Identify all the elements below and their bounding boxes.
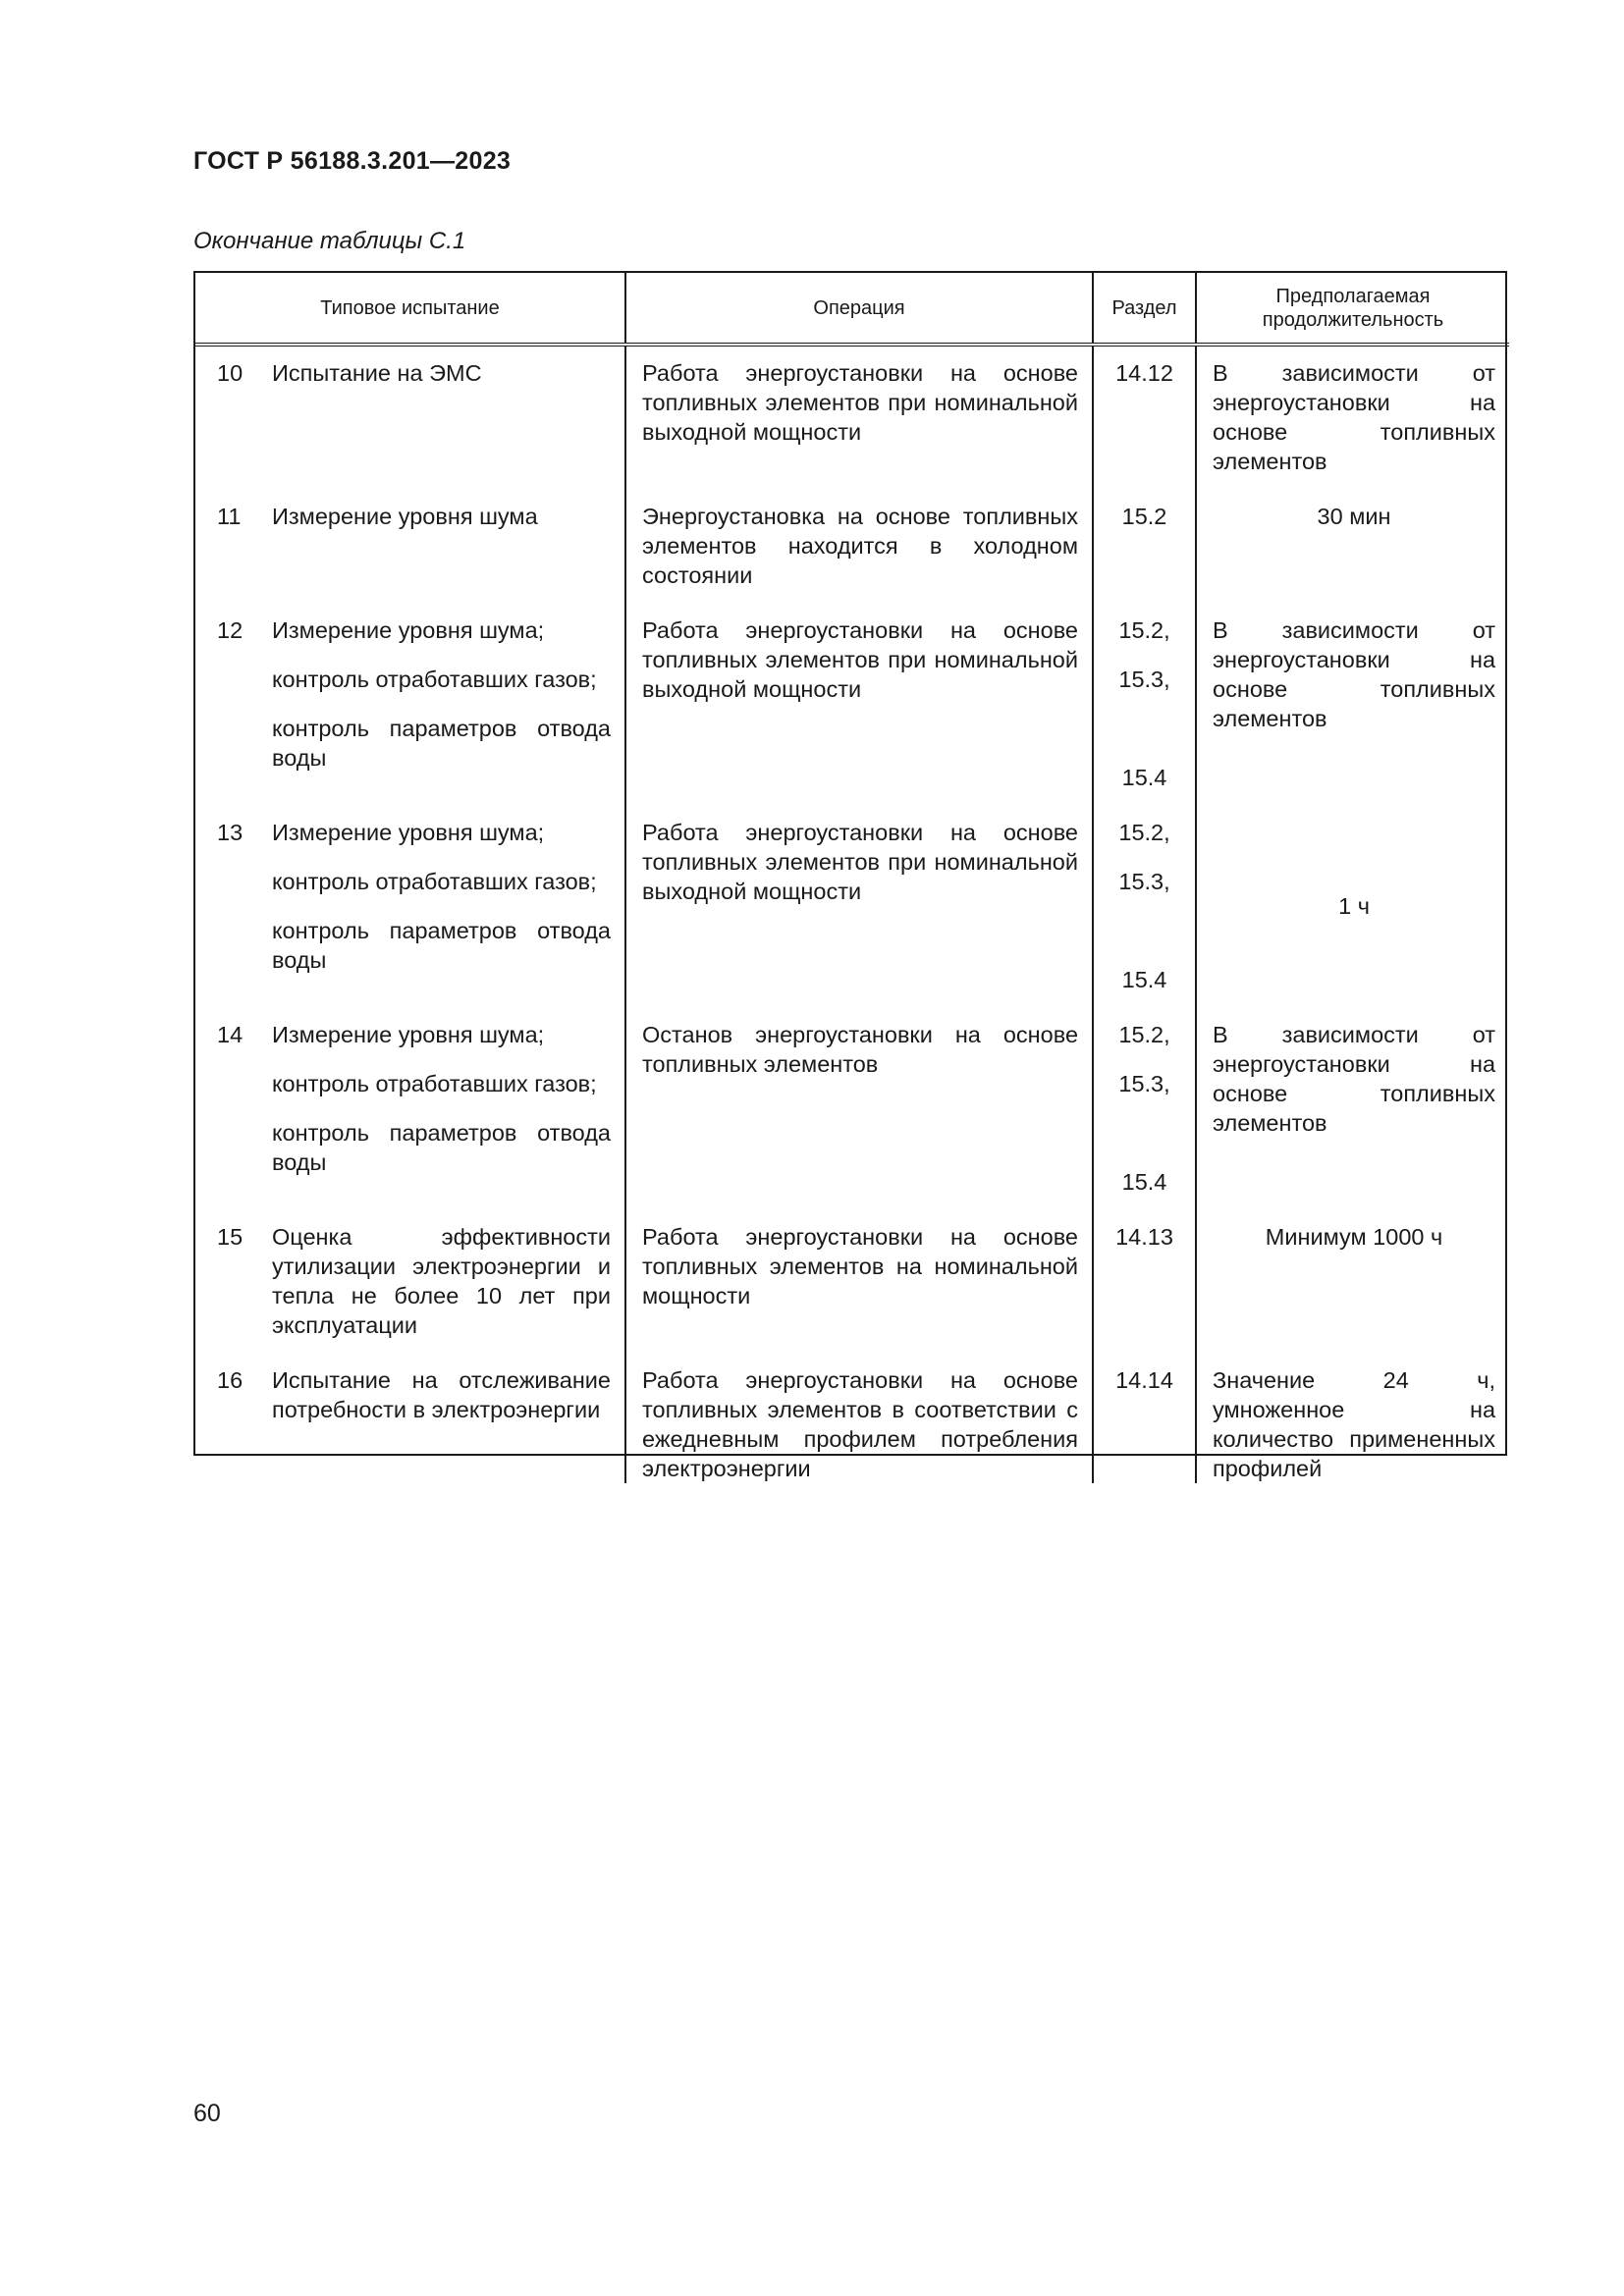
test-cell bbox=[268, 808, 625, 1010]
tests-table bbox=[193, 271, 1507, 1481]
section-cell bbox=[1093, 492, 1196, 606]
test-name: Измерение уровня шума; bbox=[272, 820, 545, 845]
col-header-duration-line1: Предполагаемая bbox=[1275, 285, 1431, 307]
table-row bbox=[195, 808, 1509, 1010]
section-cell bbox=[1093, 606, 1196, 808]
section-ref: 15.4 bbox=[1121, 967, 1167, 992]
test-name: контроль параметров отвода воды bbox=[272, 918, 612, 973]
test-cell bbox=[268, 1356, 625, 1483]
test-name: Измерение уровня шума bbox=[272, 504, 538, 529]
test-name: Измерение уровня шума; bbox=[272, 1022, 545, 1047]
test-cell bbox=[268, 345, 625, 492]
duration-cell: 30 мин bbox=[1317, 504, 1391, 529]
test-name: Измерение уровня шума; bbox=[272, 617, 545, 643]
test-cell bbox=[268, 1212, 625, 1356]
operation-cell: Энергоустановка на основе топливных элементов находится в холодном состоянии bbox=[625, 492, 1093, 606]
page-number: 60 bbox=[193, 2100, 221, 2127]
duration-cell: В зависимости от энергоустановки на основе топливных элементов bbox=[1213, 617, 1496, 731]
test-cell bbox=[268, 606, 625, 808]
section-ref: 15.4 bbox=[1121, 1169, 1167, 1195]
section-cell bbox=[1093, 1010, 1196, 1212]
operation-cell: Работа энергоустановки на основе топливных элементов при номинальной выходной мощности bbox=[625, 345, 1093, 492]
table-header-row bbox=[195, 273, 1509, 345]
duration-cell: Значение 24 ч, умноженное на количество примененных профилей bbox=[1213, 1367, 1496, 1481]
duration-cell: В зависимости от энергоустановки на основе топливных элементов bbox=[1213, 1022, 1496, 1136]
col-header-section: Раздел bbox=[1093, 273, 1196, 345]
section-cell bbox=[1093, 345, 1196, 492]
col-header-duration bbox=[1196, 273, 1509, 345]
table-row bbox=[195, 345, 1509, 492]
row-number: 12 bbox=[217, 617, 244, 643]
test-cell bbox=[268, 1010, 625, 1212]
table-row bbox=[195, 492, 1509, 606]
section-ref: 14.13 bbox=[1115, 1224, 1173, 1250]
section-ref: 15.3, bbox=[1118, 869, 1170, 894]
test-name: контроль параметров отвода воды bbox=[272, 1120, 612, 1175]
document-header: ГОСТ Р 56188.3.201—2023 bbox=[193, 147, 512, 175]
duration-cell: Минимум 1000 ч bbox=[1265, 1224, 1443, 1250]
test-name: Оценка эффективности утилизации электроэнергии и тепла не более 10 лет при эксплуатации bbox=[272, 1224, 612, 1338]
test-name: контроль отработавших газов; bbox=[272, 667, 597, 692]
section-ref: 15.3, bbox=[1118, 1071, 1170, 1096]
test-name: Испытание на отслеживание потребности в электроэнергии bbox=[272, 1367, 612, 1422]
section-ref: 14.14 bbox=[1115, 1367, 1173, 1393]
duration-cell: 1 ч bbox=[1338, 893, 1370, 919]
test-name: контроль отработавших газов; bbox=[272, 1071, 597, 1096]
section-cell bbox=[1093, 1212, 1196, 1356]
operation-cell: Работа энергоустановки на основе топливных элементов при номинальной выходной мощности bbox=[625, 808, 1093, 1010]
test-name: Испытание на ЭМС bbox=[272, 360, 482, 386]
row-number: 11 bbox=[217, 504, 242, 529]
row-number: 15 bbox=[217, 1224, 244, 1250]
row-number: 13 bbox=[217, 820, 244, 845]
test-cell bbox=[268, 492, 625, 606]
section-ref: 15.4 bbox=[1121, 765, 1167, 790]
operation-cell: Работа энергоустановки на основе топливных элементов в соответствии с ежедневным профилем потребления электроэнергии bbox=[625, 1356, 1093, 1483]
test-name: контроль отработавших газов; bbox=[272, 869, 597, 894]
section-ref: 15.2 bbox=[1121, 504, 1167, 529]
operation-cell: Останов энергоустановки на основе топливных элементов bbox=[625, 1010, 1093, 1212]
col-header-operation: Операция bbox=[625, 273, 1093, 345]
operation-cell: Работа энергоустановки на основе топливных элементов на номинальной мощности bbox=[625, 1212, 1093, 1356]
section-cell bbox=[1093, 808, 1196, 1010]
table-row bbox=[195, 1010, 1509, 1212]
operation-cell: Работа энергоустановки на основе топливных элементов при номинальной выходной мощности bbox=[625, 606, 1093, 808]
section-ref: 15.3, bbox=[1118, 667, 1170, 692]
section-ref: 15.2, bbox=[1118, 820, 1170, 845]
row-number: 10 bbox=[217, 360, 244, 386]
test-name: контроль параметров отвода воды bbox=[272, 716, 612, 771]
row-number: 16 bbox=[217, 1367, 244, 1393]
duration-cell: В зависимости от энергоустановки на основе топливных элементов bbox=[1213, 360, 1496, 474]
row-number: 14 bbox=[217, 1022, 244, 1047]
table-caption: Окончание таблицы С.1 bbox=[193, 228, 466, 254]
section-cell bbox=[1093, 1356, 1196, 1483]
table-row bbox=[195, 1212, 1509, 1356]
section-ref: 14.12 bbox=[1115, 360, 1173, 386]
section-ref: 15.2, bbox=[1118, 617, 1170, 643]
col-header-duration-line2: продолжительность bbox=[1262, 308, 1444, 331]
col-header-test: Типовое испытание bbox=[195, 273, 625, 345]
table-row bbox=[195, 1356, 1509, 1483]
section-ref: 15.2, bbox=[1118, 1022, 1170, 1047]
table-row bbox=[195, 606, 1509, 808]
